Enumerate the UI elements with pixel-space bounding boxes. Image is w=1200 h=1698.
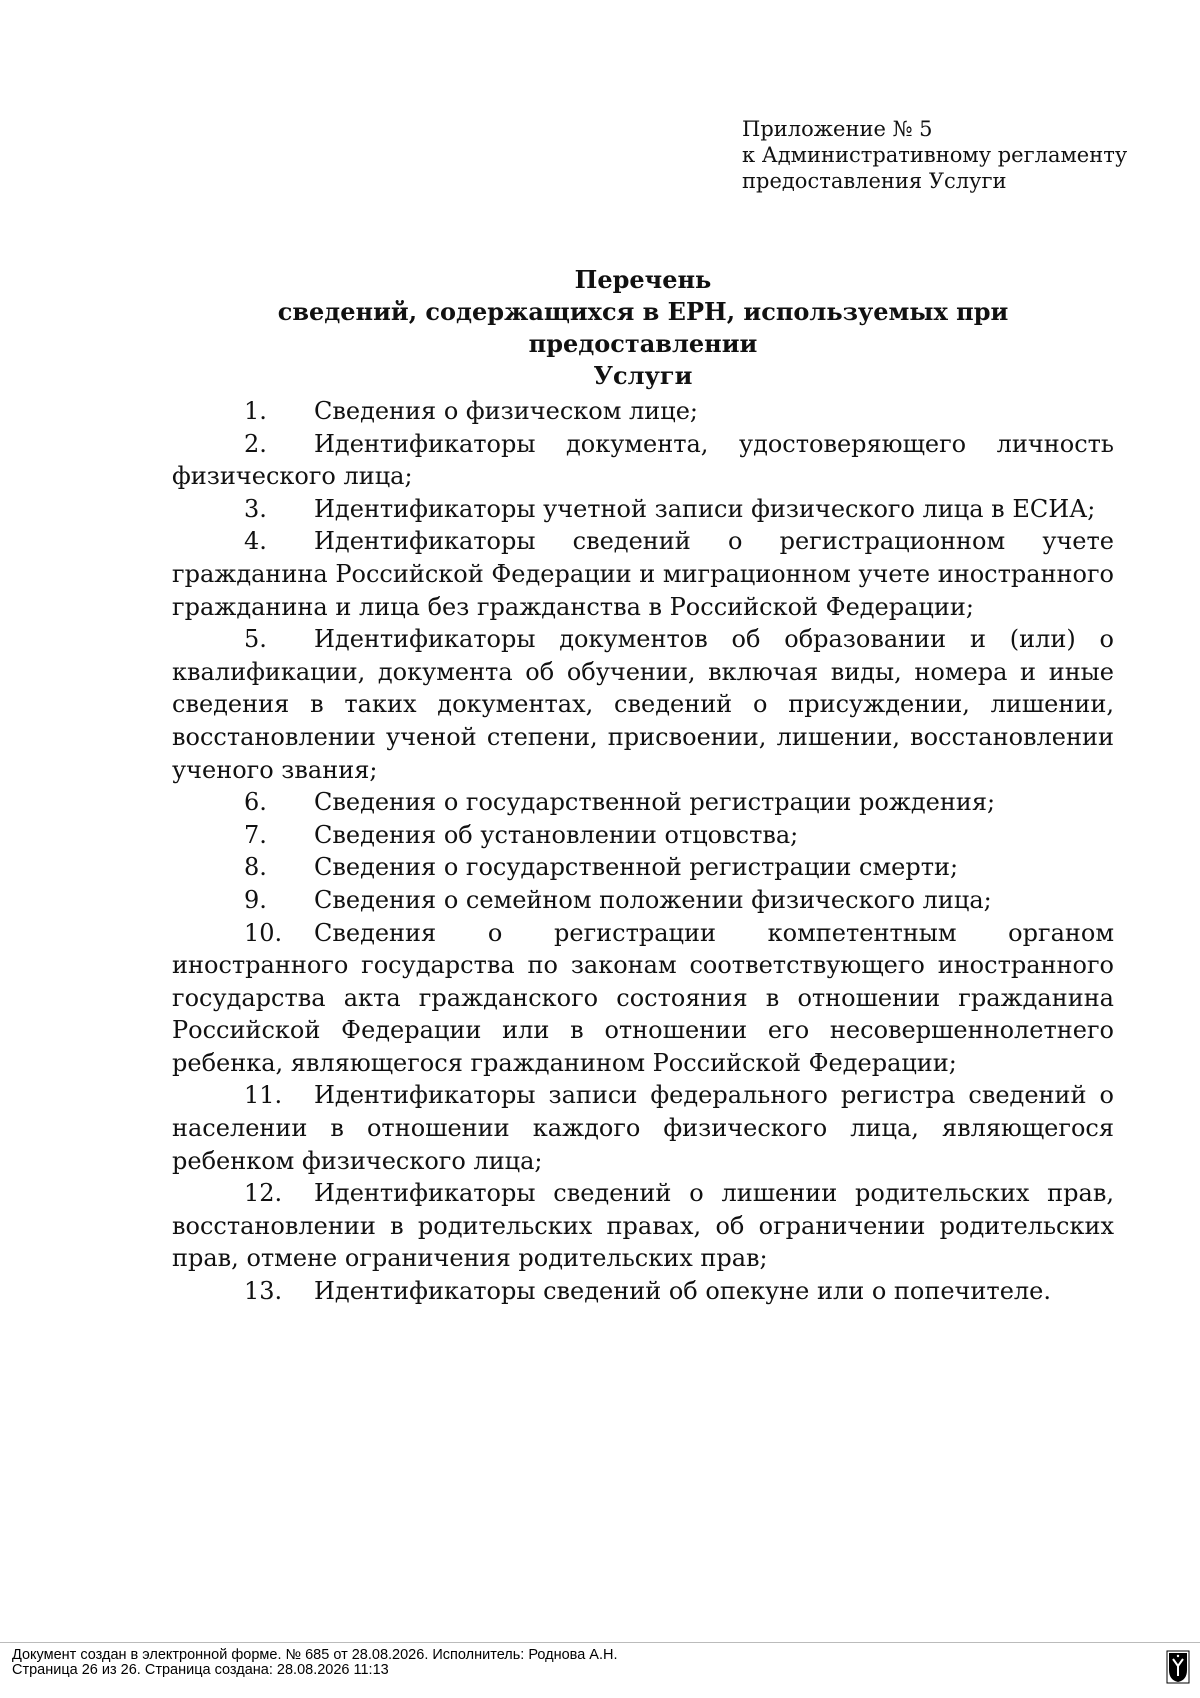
item-text: Сведения об установлении отцовства; [314,820,799,849]
appendix-reference: к Административному регламенту [742,143,1128,167]
list-item [172,884,1114,917]
item-number: 6. [244,788,267,817]
title-line-3: Услуги [593,361,693,390]
footer-document-info: Документ создан в электронной форме. № 685 от 28.08.2026. Исполнитель: Роднова А.Н. [12,1647,618,1663]
item-number: 13. [244,1277,283,1306]
footer-divider [0,1642,1200,1643]
list-item [172,525,1114,623]
document-footer [12,1648,618,1678]
list-item [172,917,1114,1080]
item-text: Идентификаторы документов об образовании и (или) о квалификации, документа об обучении, включая виды, номера и иные сведения в таких документах, сведений о присуждении, лишении, восстановлении ученой степени, присвоении, лишении, восстановлении ученого звания; [172,625,1114,784]
item-text: Сведения о государственной регистрации смерти; [314,853,959,882]
appendix-header [742,116,1162,194]
item-text: Сведения о регистрации компетентным органом иностранного государства по законам соответствующего иностранного государства акта гражданского состояния в отношении гражданина Российской Федерации или в отношении его несовершеннолетнего ребенка, являющегося гражданином Российской Федерации; [172,918,1114,1077]
item-text: Идентификаторы учетной записи физического лица в ЕСИА; [314,494,1096,523]
list-item [172,395,1114,428]
item-number: 4. [244,527,267,556]
list-item [172,623,1114,786]
list-item [172,1079,1114,1177]
footer-page-info: Страница 26 из 26. Страница создана: 28.08.2026 11:13 [12,1662,389,1678]
appendix-number: Приложение № 5 [742,117,933,141]
list-item [172,786,1114,819]
item-text: Идентификаторы записи федерального регистра сведений о населении в отношении каждого физического лица, являющегося ребенком физического лица; [172,1081,1114,1175]
item-text: Идентификаторы сведений о лишении родительских прав, восстановлении в родительских правах, об ограничении родительских прав, отмене ограничения родительских прав; [172,1179,1114,1273]
item-number: 2. [244,429,267,458]
list-item [172,851,1114,884]
item-text: Идентификаторы сведений о регистрационном учете гражданина Российской Федерации и миграционном учете иностранного гражданина и лица без гражданства в Российской Федерации; [172,527,1114,621]
item-number: 9. [244,885,267,914]
title-line-1: Перечень [574,265,712,294]
list-item [172,493,1114,526]
items-list [172,395,1114,1308]
list-item [172,1177,1114,1275]
item-text: Сведения о семейном положении физического лица; [314,885,992,914]
item-text: Сведения о физическом лице; [314,397,698,425]
item-number: 10. [244,918,283,947]
item-number: 12. [244,1179,283,1208]
list-item [172,428,1114,493]
item-text: Идентификаторы сведений об опекуне или о попечителе. [314,1277,1051,1306]
item-number: 7. [244,820,267,849]
item-number: 11. [244,1081,283,1110]
item-number: 8. [244,853,267,882]
list-item [172,819,1114,852]
emblem-icon [1166,1650,1190,1684]
item-number: 5. [244,625,267,654]
list-item [172,1275,1114,1308]
appendix-reference-cont: предоставления Услуги [742,169,1007,193]
item-text: Сведения о государственной регистрации рождения; [314,788,996,817]
title-line-2: сведений, содержащихся в ЕРН, используемых при предоставлении [277,297,1009,358]
item-text: Идентификаторы документа, удостоверяющего личность физического лица; [172,429,1114,491]
item-number: 1. [244,397,267,425]
document-title [172,264,1114,392]
item-number: 3. [244,494,267,523]
